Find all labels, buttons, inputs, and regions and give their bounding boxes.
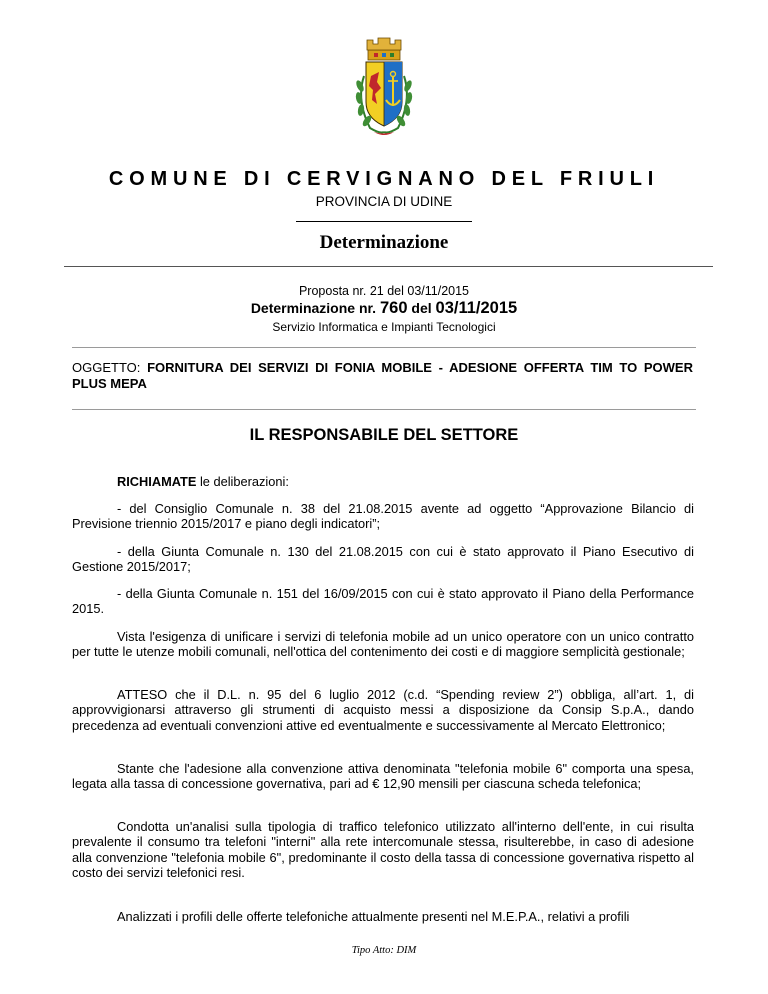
paragraph-text: Vista l'esigenza di unificare i servizi di telefonia mobile ad un unico operatore con un unico contratto per tutte le utenze mobili comunali, nell'ottica del contenimento dei costi e di maggiore semplicità gestionale;: [72, 629, 694, 660]
municipality-name: COMUNE DI CERVIGNANO DEL FRIULI: [108, 168, 660, 190]
paragraph: [72, 586, 694, 617]
paragraph-text: Condotta un'analisi sulla tipologia di traffico telefonico utilizzato all'interno dell'ente, in cui risulta prevalente il consumo tra telefoni "interni" alla rete intercomunale stessa, risulterebbe, in caso di adesione alla convenzione "telefonia mobile 6", predominante il costo della tassa di concessione governativa rispetto al costo dei servizi telefonici resi.: [72, 819, 694, 881]
determination-reference: [0, 299, 768, 318]
subject-top-divider: [72, 347, 696, 348]
richiamate-rest: le deliberazioni:: [196, 474, 289, 489]
determination-date: 03/11/2015: [435, 299, 518, 317]
richiamate-bold: RICHIAMATE: [117, 474, 197, 489]
subject-block: [72, 360, 693, 392]
paragraph-text: - della Giunta Comunale n. 151 del 16/09/2015 con cui è stato approvato il Piano della Performance 2015.: [72, 586, 694, 617]
footer-act-type: Tipo Atto: DIM: [351, 945, 417, 956]
determination-label: Determinazione nr.: [250, 300, 377, 316]
paragraph: [72, 629, 694, 660]
paragraph: [72, 819, 694, 881]
subject-bottom-divider: [72, 409, 696, 410]
paragraph-text: ATTESO che il D.L. n. 95 del 6 luglio 2012 (c.d. “Spending review 2”) obbliga, all’art. 1, di approvvigionarsi attraverso gli strumenti di acquisto messi a disposizione da Consip S.p.A., dando precedenza ad eventuali convenzioni attive ed eventualmente e successivamente al Mercato Elettronico;: [72, 687, 694, 733]
paragraph: [72, 909, 694, 924]
paragraph-text: - del Consiglio Comunale n. 38 del 21.08.2015 avente ad oggetto “Approvazione Bilancio di Previsione triennio 2015/2017 e piano degli indicatori”;: [72, 501, 694, 532]
section-heading: IL RESPONSABILE DEL SETTORE: [249, 426, 519, 444]
paragraph: [72, 544, 694, 575]
paragraph: [72, 501, 694, 532]
determination-number: 760: [379, 299, 408, 317]
paragraph-richiamate: [72, 474, 694, 489]
header-divider: [64, 266, 713, 267]
municipal-coat-of-arms: [344, 36, 424, 140]
subject-label: OGGETTO:: [72, 360, 141, 375]
document-type-title: Determinazione: [319, 232, 449, 253]
paragraph: [72, 761, 694, 792]
paragraph-text: Analizzati i profili delle offerte telefoniche attualmente presenti nel M.E.P.A., relativi a profili: [117, 909, 630, 924]
proposal-reference: Proposta nr. 21 del 03/11/2015: [298, 284, 470, 298]
paragraph-text: Stante che l'adesione alla convenzione attiva denominata "telefonia mobile 6" comporta una spesa, legata alla tassa di concessione governativa, pari ad € 12,90 mensili per ciascuna scheda telefonica;: [72, 761, 694, 792]
province-underline: [296, 221, 472, 222]
paragraph: [72, 687, 694, 733]
paragraph-text: - della Giunta Comunale n. 130 del 21.08.2015 con cui è stato approvato il Piano Esecutivo di Gestione 2015/2017;: [72, 544, 694, 575]
subject-text: FORNITURA DEI SERVIZI DI FONIA MOBILE - ADESIONE OFFERTA TIM TO POWER PLUS MEPA: [72, 360, 693, 391]
service-name: Servizio Informatica e Impianti Tecnologici: [272, 320, 496, 334]
province-name: PROVINCIA DI UDINE: [315, 194, 453, 209]
determination-del: del: [411, 300, 432, 316]
